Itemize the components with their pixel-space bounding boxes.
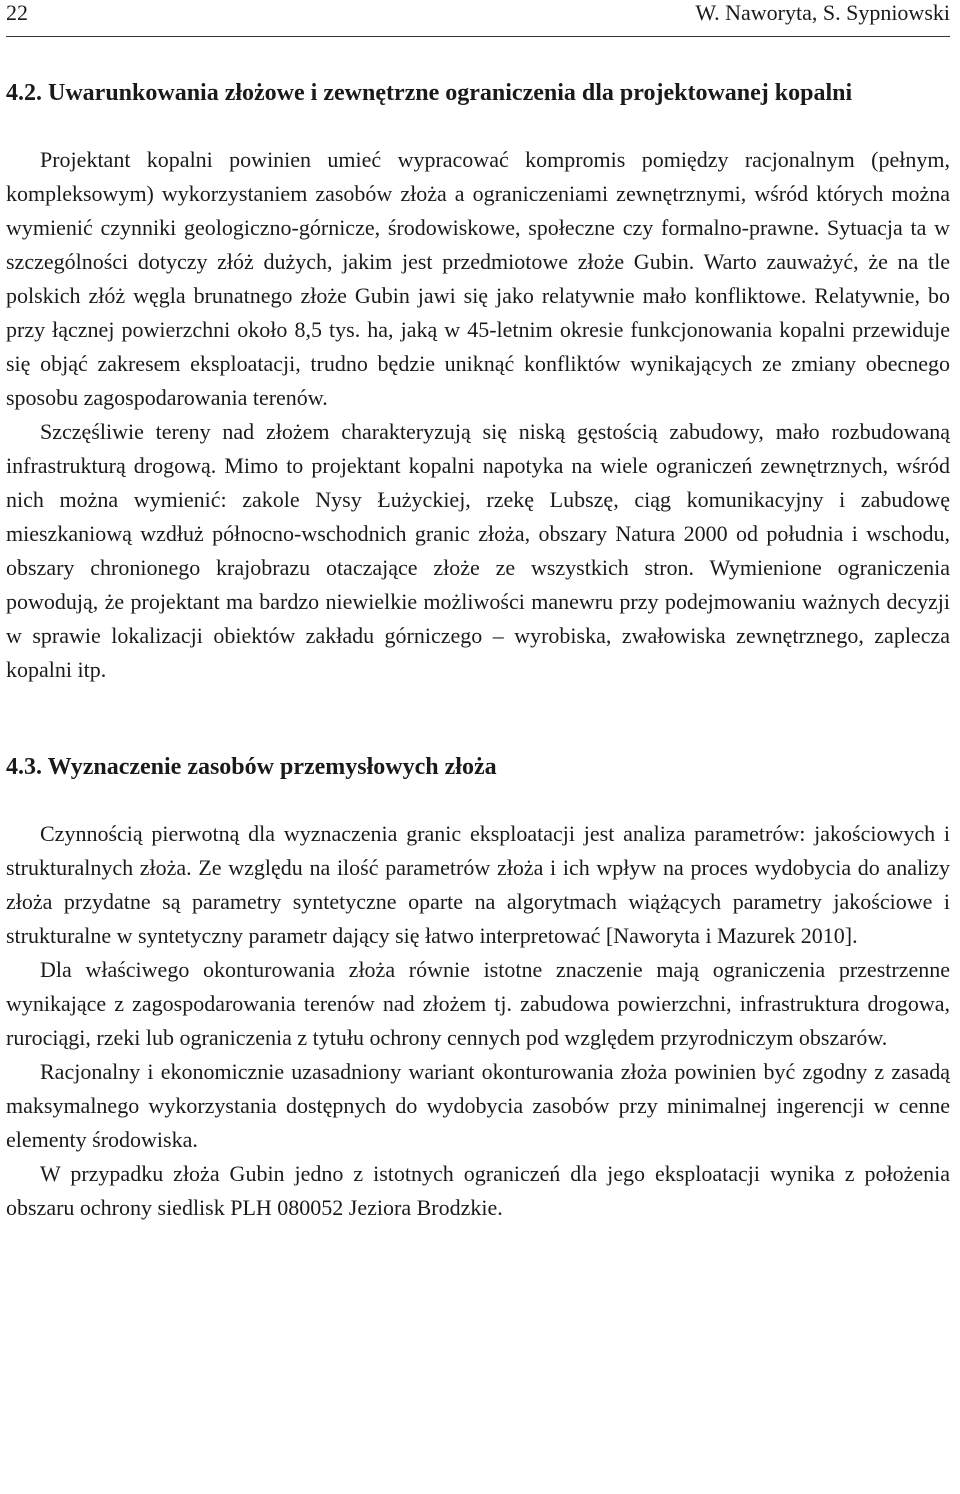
paragraph: Projektant kopalni powinien umieć wypracować kompromis pomiędzy racjonalnym (pełnym, kompleksowym) wykorzystaniem zasobów złoża a ograniczeniami zewnętrznymi, wśród których można wymienić czynniki geologiczno-górnicze, środowiskowe, społeczne czy formalno-prawne. Sytuacja ta w szczególności dotyczy złóż dużych, jakim jest przedmiotowe złoże Gubin. Warto zauważyć, że na tle polskich złóż węgla brunatnego złoże Gubin jawi się jako relatywnie mało konfliktowe. Relatywnie, bo przy łącznej powierzchni około 8,5 tys. ha, jaką w 45-letnim okresie funkcjonowania kopalni przewiduje się objąć zakresem eksploatacji, trudno będzie uniknąć konfliktów wynikających ze zmiany obecnego sposobu zagospodarowania terenów. — [6, 147, 950, 410]
section-number: 4.3. — [6, 754, 42, 780]
section-title: Wyznaczenie zasobów przemysłowych złoża — [47, 754, 497, 780]
paragraph: Dla właściwego okonturowania złoża równie istotne znaczenie mają ograniczenia przestrzenne wynikające z zagospodarowania terenów nad złożem tj. zabudowa powierzchni, infrastruktura drogowa, rurociągi, rzeki lub ograniczenia z tytułu ochrony cennych pod względem przyrodniczym obszarów. — [6, 957, 950, 1050]
section-title: Uwarunkowania złożowe i zewnętrzne ograniczenia dla projektowanej kopalni — [48, 80, 853, 106]
section-heading-4-3 — [6, 751, 950, 783]
paragraph: Czynnością pierwotną dla wyznaczenia granic eksploatacji jest analiza parametrów: jakościowych i strukturalnych złoża. Ze względu na ilość parametrów złoża i ich wpływ na proces wydobycia do analizy złoża przydatne są parametry syntetyczne oparte na algorytmach wiążących parametry jakościowe i strukturalne w syntetyczny parametr dający się łatwo interpretować [Naworyta i Mazurek 2010]. — [6, 821, 950, 948]
paragraph: Szczęśliwie tereny nad złożem charakteryzują się niską gęstością zabudowy, mało rozbudowaną infrastrukturą drogową. Mimo to projektant kopalni napotyka na wiele ograniczeń zewnętrznych, wśród nich można wymienić: zakole Nysy Łużyckiej, rzekę Lubszę, ciąg komunikacyjny i zabudowę mieszkaniową wzdłuż północno-wschodnich granic złoża, obszary Natura 2000 od południa i wschodu, obszary chronionego krajobrazu otaczające złoże ze wszystkich stron. Wymienione ograniczenia powodują, że projektant ma bardzo niewielkie możliwości manewru przy podejmowaniu ważnych decyzji w sprawie lokalizacji obiektów zakładu górniczego – wyrobiska, zwałowiska zewnętrznego, zaplecza kopalni itp. — [6, 419, 950, 682]
paragraph: W przypadku złoża Gubin jedno z istotnych ograniczeń dla jego eksploatacji wynika z położenia obszaru ochrony siedlisk PLH 080052 Jeziora Brodzkie. — [6, 1161, 950, 1220]
document-page — [6, 0, 950, 1225]
page-number: 22 — [6, 0, 28, 25]
paragraph: Racjonalny i ekonomicznie uzasadniony wariant okonturowania złoża powinien być zgodny z zasadą maksymalnego wykorzystania dostępnych do wydobycia zasobów przy minimalnej ingerencji w cenne elementy środowiska. — [6, 1059, 950, 1152]
section-heading-4-2 — [6, 77, 950, 109]
section-body-4-3 — [6, 817, 950, 1225]
running-header-authors: W. Naworyta, S. Sypniowski — [695, 0, 950, 25]
running-header — [6, 0, 950, 37]
section-body-4-2 — [6, 143, 950, 687]
section-number: 4.2. — [6, 80, 42, 106]
